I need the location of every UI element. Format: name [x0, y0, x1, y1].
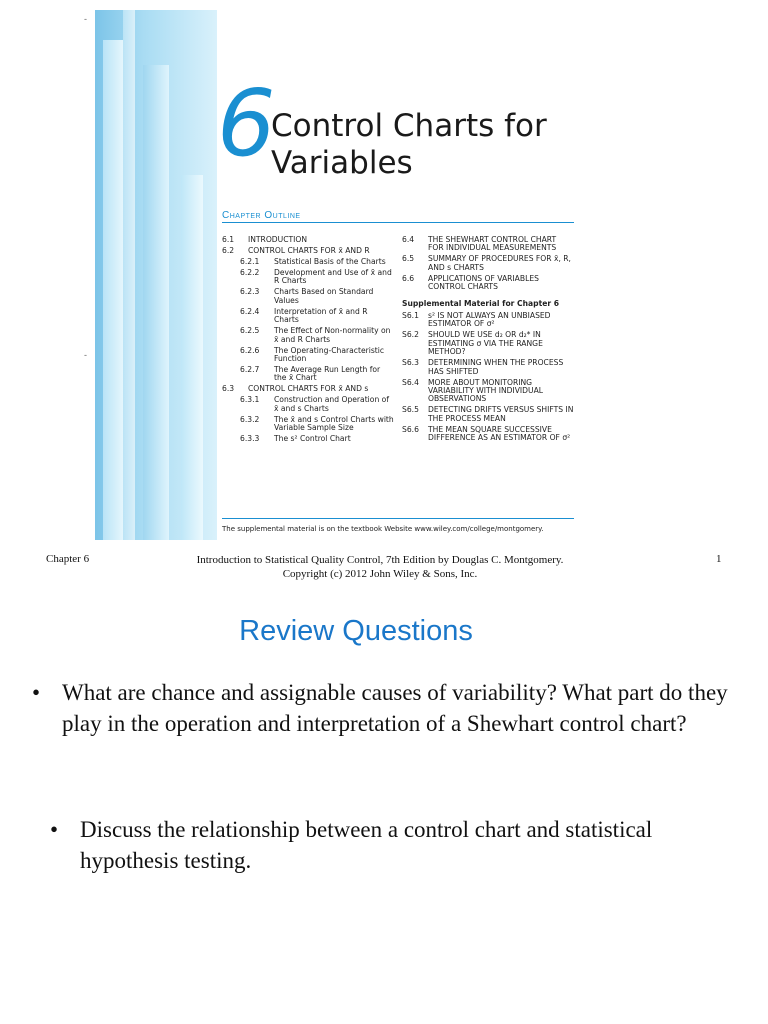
- tick-mark: -: [84, 350, 87, 360]
- chapter-title: [271, 108, 547, 182]
- chapter-title-line2: Variables: [271, 145, 413, 181]
- outline-item-number: 6.3.1: [240, 395, 260, 405]
- question-2: [50, 814, 750, 876]
- outline-item-number: 6.2.7: [240, 365, 260, 375]
- outline-item-text: Interpretation of x̄ and R Charts: [274, 306, 368, 325]
- footer-citation: [160, 553, 600, 581]
- outline-item-number: 6.3.2: [240, 414, 260, 424]
- outline-item-number: 6.2.6: [240, 345, 260, 355]
- outline-item: [222, 269, 394, 286]
- tick-mark: -: [84, 14, 87, 24]
- outline-left-column: [222, 236, 394, 446]
- outline-item-number: 6.2.3: [240, 287, 260, 297]
- supplemental-heading: Supplemental Material for Chapter 6: [402, 298, 560, 308]
- outline-item-text: CONTROL CHARTS FOR x̄ AND s: [248, 384, 369, 394]
- outline-item-text: The Average Run Length for the x̄ Chart: [274, 365, 381, 383]
- outline-item-number: 6.2.4: [240, 306, 260, 316]
- footer-citation-line1: Introduction to Statistical Quality Control, 7th Edition by Douglas C. Montgomery.: [196, 554, 564, 566]
- outline-item: [402, 255, 574, 272]
- outline-item-text: DETERMINING WHEN THE PROCESS HAS SHIFTED: [428, 358, 564, 376]
- outline-item-text: INTRODUCTION: [248, 235, 308, 244]
- outline-item-text: s² IS NOT ALWAYS AN UNBIASED ESTIMATOR OF σ²: [428, 311, 551, 329]
- outline-item-number: S6.2: [402, 330, 419, 340]
- outline-item: [402, 379, 574, 404]
- outline-item-text: The Effect of Non-normality on x̄ and R Charts: [274, 326, 391, 344]
- outline-item-number: 6.4: [402, 235, 415, 244]
- footer-page-number: 1: [716, 553, 722, 565]
- outline-item-number: 6.2.1: [240, 257, 260, 266]
- outline-item: [402, 331, 574, 356]
- outline-item-number: 6.6: [402, 273, 415, 283]
- outline-item: [402, 275, 574, 292]
- outline-item-text: The s² Control Chart: [274, 434, 351, 444]
- outline-item: [222, 308, 394, 325]
- outline-item-text: DETECTING DRIFTS VERSUS SHIFTS IN THE PROCESS MEAN: [428, 405, 574, 423]
- outline-item-text: CONTROL CHARTS FOR x̄ AND R: [248, 246, 370, 255]
- footer-copyright: Copyright (c) 2012 John Wiley & Sons, Inc.: [282, 568, 478, 580]
- outline-item-text: The Operating-Characteristic Function: [274, 345, 385, 364]
- outline-item-number: S6.1: [402, 311, 419, 321]
- outline-item-text: Charts Based on Standard Values: [274, 287, 374, 305]
- outline-item: [222, 347, 394, 364]
- outline-item-number: 6.3.3: [240, 434, 260, 444]
- outline-heading: Chapter Outline: [222, 210, 574, 223]
- chapter-number: 6: [217, 70, 276, 177]
- bullet-icon: •: [32, 680, 41, 705]
- outline-item-text: Construction and Operation of x̄ and s Charts: [274, 395, 389, 413]
- outline-item-text: THE MEAN SQUARE SUCCESSIVE DIFFERENCE AS AN ESTIMATOR OF σ²: [428, 424, 571, 443]
- outline-item: [402, 426, 574, 443]
- outline-item-text: MORE ABOUT MONITORING VARIABILITY WITH INDIVIDUAL OBSERVATIONS: [428, 377, 544, 404]
- outline-item: [402, 236, 574, 253]
- outline-item-text: Statistical Basis of the Charts: [274, 257, 386, 266]
- outline-item: [222, 236, 394, 244]
- outline-item: [222, 416, 394, 433]
- outline-item-number: 6.2.2: [240, 268, 260, 277]
- decorative-bars-image: [95, 10, 217, 540]
- outline-item: [222, 327, 394, 344]
- outline-item-number: S6.5: [402, 405, 419, 415]
- outline-item-number: S6.3: [402, 358, 419, 368]
- outline-item-number: S6.6: [402, 424, 419, 434]
- outline-right-column: [402, 236, 574, 445]
- outline-item-text: Development and Use of x̄ and R Charts: [274, 268, 392, 286]
- outline-item: [402, 406, 574, 423]
- outline-item-text: The x̄ and s Control Charts with Variable Sample Size: [274, 414, 394, 433]
- outline-item: [222, 366, 394, 383]
- outline-item: [222, 288, 394, 305]
- outline-item-number: S6.4: [402, 377, 419, 387]
- footer-chapter: Chapter 6: [46, 553, 90, 565]
- outline-item: [222, 385, 394, 393]
- review-title: Review Questions: [239, 615, 473, 647]
- bullet-icon: •: [50, 817, 59, 842]
- supplemental-note: The supplemental material is on the textbook Website www.wiley.com/college/montgomery.: [222, 518, 574, 533]
- outline-item-text: SUMMARY OF PROCEDURES FOR x̄, R, AND s CHARTS: [428, 254, 571, 272]
- outline-item-text: THE SHEWHART CONTROL CHART FOR INDIVIDUAL MEASUREMENTS: [428, 235, 557, 253]
- outline-item-number: 6.2: [222, 246, 235, 255]
- outline-item-number: 6.5: [402, 254, 415, 264]
- question-1: [32, 677, 752, 739]
- outline-item-number: 6.3: [222, 384, 235, 394]
- outline-item: [222, 247, 394, 255]
- chapter-title-line1: Control Charts for: [271, 108, 547, 144]
- outline-item-text: SHOULD WE USE d₂ OR d₂* IN ESTIMATING σ VIA THE RANGE METHOD?: [428, 330, 543, 357]
- outline-item-number: 6.1: [222, 235, 235, 244]
- outline-item: [402, 359, 574, 376]
- outline-item: [222, 396, 394, 413]
- outline-item: [402, 312, 574, 329]
- question-2-text: Discuss the relationship between a control chart and statistical hypothesis testing.: [80, 817, 653, 873]
- question-1-text: What are chance and assignable causes of variability? What part do they play in the operation and interpretation of a Shewhart control chart?: [62, 680, 728, 736]
- outline-item: [222, 435, 394, 443]
- outline-item-number: 6.2.5: [240, 326, 260, 336]
- outline-item-text: APPLICATIONS OF VARIABLES CONTROL CHARTS: [428, 273, 539, 292]
- outline-item: [222, 258, 394, 266]
